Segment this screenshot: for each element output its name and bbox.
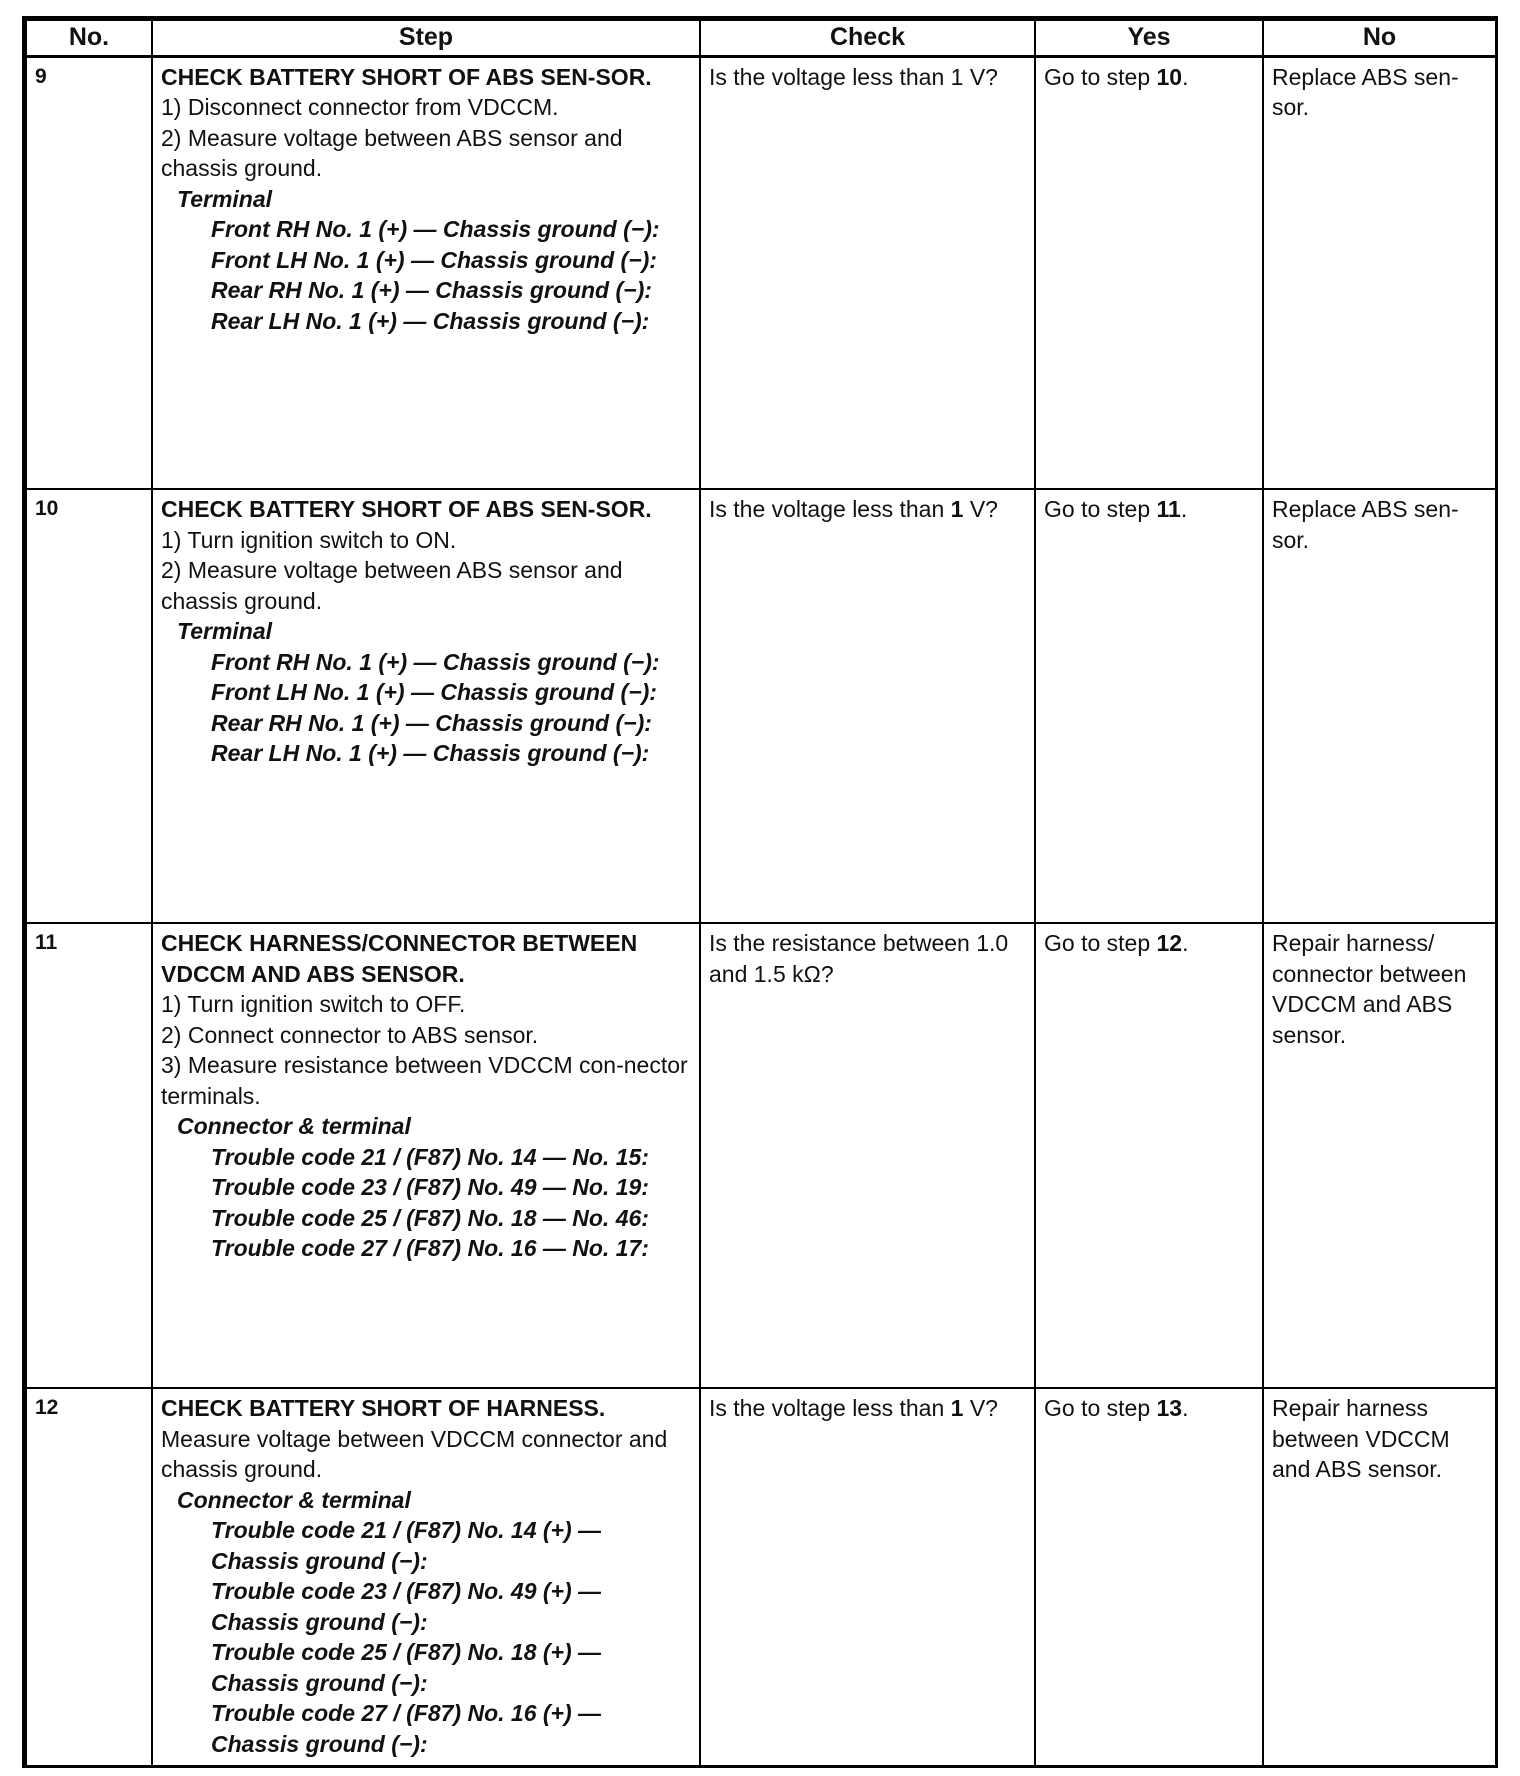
terminal-spec: Front RH No. 1 (+) — Chassis ground (−): — [211, 216, 660, 242]
header-check: Check — [700, 20, 1035, 56]
step-instruction: 1) Disconnect connector from VDCCM. — [161, 94, 559, 120]
terminal-spec: Front LH No. 1 (+) — Chassis ground (−): — [211, 246, 657, 273]
step-instruction: Measure voltage between VDCCM connector and chassis ground. — [161, 1425, 668, 1482]
terminal-spec: Trouble code 27 / (F87) No. 16 (+) — Chassis ground (−): — [211, 1700, 602, 1757]
terminal-spec: Trouble code 21 / (F87) No. 14 — No. 15: — [211, 1143, 649, 1170]
table-row — [26, 1388, 1496, 1766]
step-instruction: 2) Measure voltage between ABS sensor and chassis ground. — [161, 557, 623, 614]
diagnostic-table-sheet — [22, 16, 1498, 1768]
yes-cell — [1035, 56, 1263, 489]
check-value: 1 — [950, 1395, 964, 1421]
yes-prefix: Go to step — [1044, 1395, 1157, 1421]
table-row — [26, 923, 1496, 1388]
check-unit: V? — [963, 496, 998, 522]
table-row — [26, 56, 1496, 489]
yes-suffix: . — [1182, 63, 1189, 90]
step-instruction: 3) Measure resistance between VDCCM con-nector terminals. — [161, 1052, 688, 1109]
step-instruction: 1) Turn ignition switch to OFF. — [161, 991, 466, 1017]
terminal-spec: Front LH No. 1 (+) — Chassis ground (−): — [211, 679, 657, 705]
step-title: CHECK BATTERY SHORT OF ABS SEN-SOR. — [161, 496, 652, 522]
yes-step-ref: 12 — [1156, 930, 1183, 956]
yes-step-ref: 13 — [1156, 1395, 1183, 1421]
table-header-row — [26, 20, 1496, 56]
yes-cell — [1035, 1388, 1263, 1766]
step-number: 11 — [26, 923, 152, 1388]
step-cell — [152, 489, 700, 923]
check-cell — [700, 489, 1035, 923]
header-no: No. — [26, 20, 152, 56]
header-yes: Yes — [1035, 20, 1263, 56]
yes-step-ref: 10 — [1156, 63, 1183, 90]
yes-suffix: . — [1180, 496, 1188, 522]
table-row — [26, 489, 1496, 923]
header-no-action: No — [1263, 20, 1496, 56]
diagnostic-table — [25, 19, 1497, 1767]
step-number: 12 — [26, 1388, 152, 1766]
terminal-spec: Trouble code 21 / (F87) No. 14 (+) — Chassis ground (−): — [211, 1517, 602, 1574]
step-cell — [152, 923, 700, 1388]
no-cell: Replace ABS sen-sor. — [1263, 56, 1496, 489]
yes-prefix: Go to step — [1044, 930, 1157, 956]
yes-cell — [1035, 489, 1263, 923]
check-value: 1 — [950, 496, 964, 522]
step-instruction: 2) Connect connector to ABS sensor. — [161, 1021, 539, 1048]
terminal-spec: Trouble code 25 / (F87) No. 18 — No. 46: — [211, 1204, 649, 1231]
terminal-spec: Trouble code 23 / (F87) No. 49 — No. 19: — [211, 1174, 649, 1200]
step-instruction: 2) Measure voltage between ABS sensor and chassis ground. — [161, 124, 623, 181]
terminal-heading: Connector & terminal — [177, 1113, 411, 1139]
yes-cell — [1035, 923, 1263, 1388]
terminal-heading: Terminal — [177, 185, 273, 212]
yes-suffix: . — [1182, 930, 1189, 956]
yes-prefix: Go to step — [1044, 63, 1157, 90]
yes-suffix: . — [1182, 1395, 1189, 1421]
step-cell — [152, 1388, 700, 1766]
step-title: CHECK BATTERY SHORT OF HARNESS. — [161, 1395, 606, 1421]
no-cell: Repair harness/ connector between VDCCM and ABS sensor. — [1263, 923, 1496, 1388]
check-cell — [700, 56, 1035, 489]
check-text: Is the voltage less than — [709, 1395, 951, 1421]
terminal-spec: Rear LH No. 1 (+) — Chassis ground (−): — [211, 740, 650, 766]
terminal-spec: Rear LH No. 1 (+) — Chassis ground (−): — [211, 307, 650, 334]
terminal-spec: Trouble code 27 / (F87) No. 16 — No. 17: — [211, 1235, 649, 1261]
no-cell: Replace ABS sen-sor. — [1263, 489, 1496, 923]
terminal-spec: Trouble code 25 / (F87) No. 18 (+) — Chassis ground (−): — [211, 1639, 602, 1696]
check-text: Is the voltage less than — [709, 496, 951, 522]
step-number: 10 — [26, 489, 152, 923]
yes-prefix: Go to step — [1044, 496, 1157, 522]
check-cell — [700, 1388, 1035, 1766]
terminal-heading: Terminal — [177, 618, 273, 644]
terminal-spec: Rear RH No. 1 (+) — Chassis ground (−): — [211, 709, 652, 736]
terminal-heading: Connector & terminal — [177, 1486, 411, 1513]
yes-step-ref: 11 — [1156, 496, 1181, 522]
step-title: CHECK HARNESS/CONNECTOR BETWEEN VDCCM AND ABS SENSOR. — [161, 930, 638, 987]
check-text: Is the resistance between 1.0 and 1.5 kΩ? — [709, 930, 1009, 987]
terminal-spec: Front RH No. 1 (+) — Chassis ground (−): — [211, 648, 660, 675]
step-cell — [152, 56, 700, 489]
check-text: Is the voltage less than 1 V? — [709, 63, 998, 90]
check-unit: V? — [963, 1395, 998, 1421]
step-instruction: 1) Turn ignition switch to ON. — [161, 526, 457, 553]
terminal-spec: Rear RH No. 1 (+) — Chassis ground (−): — [211, 277, 652, 303]
check-cell — [700, 923, 1035, 1388]
no-cell: Repair harness between VDCCM and ABS sensor. — [1263, 1388, 1496, 1766]
step-number: 9 — [26, 56, 152, 489]
terminal-spec: Trouble code 23 / (F87) No. 49 (+) — Chassis ground (−): — [211, 1578, 602, 1635]
step-title: CHECK BATTERY SHORT OF ABS SEN-SOR. — [161, 63, 652, 90]
header-step: Step — [152, 20, 700, 56]
